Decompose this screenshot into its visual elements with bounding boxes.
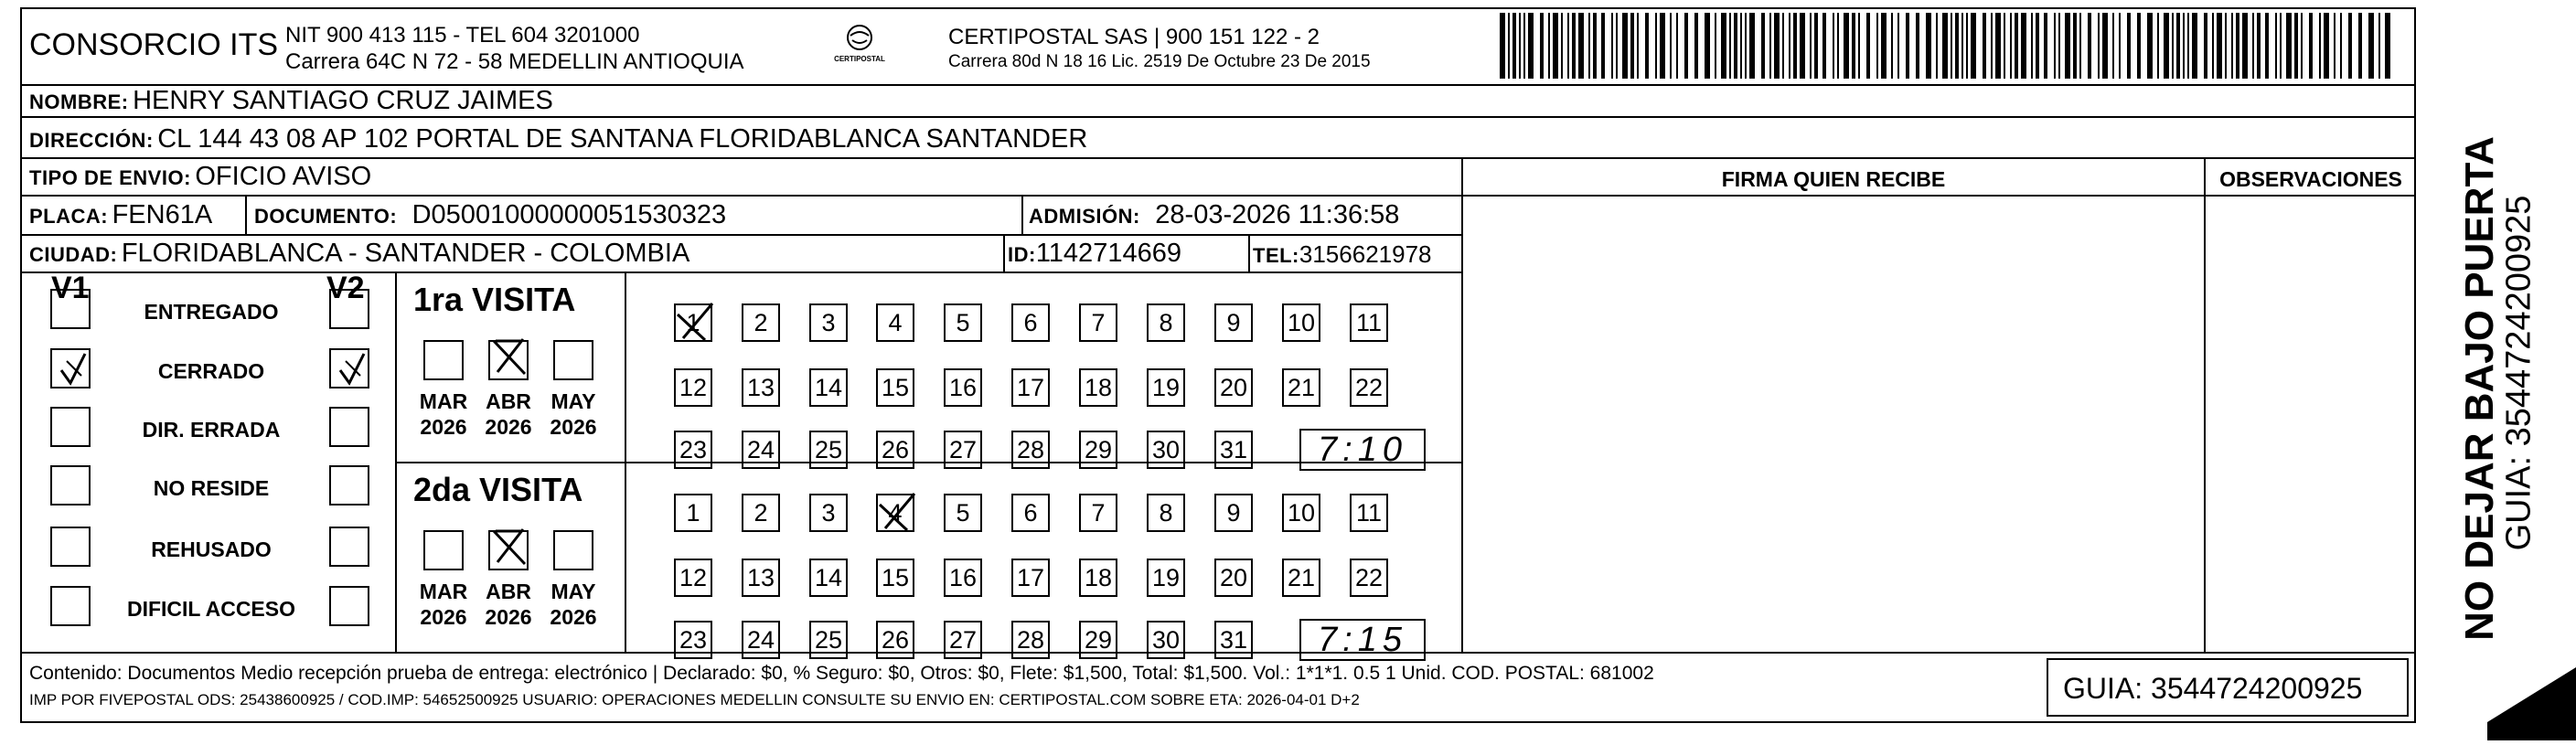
- barcode-bar: [2192, 13, 2197, 79]
- company-nit: NIT 900 413 115 - TEL 604 3201000: [285, 23, 640, 48]
- month-label: [541, 579, 605, 630]
- barcode-bar: [2385, 13, 2390, 79]
- v1-label: V1: [51, 271, 90, 305]
- carrier-address: Carrera 80d N 18 16 Lic. 2519 De Octubre 23 De 2015: [948, 52, 1371, 71]
- month-name: ABR: [486, 389, 531, 413]
- barcode-bar: [2225, 13, 2227, 79]
- day-box[interactable]: 3: [809, 494, 848, 532]
- v1-checkbox[interactable]: [50, 465, 91, 506]
- ciudad-value: FLORIDABLANCA - SANTANDER - COLOMBIA: [121, 239, 690, 268]
- handwritten-x-icon: [874, 490, 918, 536]
- status-label: ENTREGADO: [144, 300, 279, 324]
- v1-checkbox[interactable]: [50, 586, 91, 626]
- day-box[interactable]: 24: [742, 431, 780, 469]
- side-guia: GUIA: 3544724200925: [2499, 195, 2539, 551]
- id-label: ID:: [1008, 243, 1036, 266]
- status-label: DIFICIL ACCESO: [126, 597, 295, 621]
- barcode-bar: [1833, 13, 1834, 79]
- handwritten-check-icon: [333, 348, 373, 388]
- day-box[interactable]: 10: [1282, 303, 1320, 342]
- barcode-bar: [1500, 13, 1505, 79]
- barcode-bar: [1774, 13, 1780, 79]
- day-box[interactable]: 30: [1147, 431, 1185, 469]
- barcode-bar: [2217, 13, 2222, 79]
- month-name: MAY: [550, 580, 596, 603]
- observaciones-header: OBSERVACIONES: [2219, 167, 2402, 191]
- barcode-bar: [1578, 13, 1584, 79]
- admision-value: 28-03-2026 11:36:58: [1155, 200, 1400, 229]
- barcode-bar: [1866, 13, 1870, 79]
- footer-imp: IMP POR FIVEPOSTAL ODS: 25438600925 / COD.IMP: 54652500925 USUARIO: OPERACIONES MEDELLIN CONSULTE SU ENVIO EN: CERTIPOSTAL.COM SOBRE ETA: 2026-04-01 D+2: [29, 691, 1360, 708]
- v1-checkbox[interactable]: [50, 527, 91, 567]
- company-name: CONSORCIO ITS: [29, 27, 279, 62]
- company-address: Carrera 64C N 72 - 58 MEDELLIN ANTIOQUIA: [285, 49, 744, 74]
- day-box[interactable]: 9: [1214, 494, 1253, 532]
- barcode-bar: [1961, 13, 1963, 79]
- barcode-bar: [2119, 13, 2121, 79]
- barcode-bar: [1721, 13, 1726, 79]
- barcode-bar: [2252, 13, 2254, 79]
- visit-time[interactable]: 7:10: [1299, 429, 1426, 471]
- barcode-bar: [2348, 13, 2352, 79]
- barcode-bar: [1844, 13, 1849, 79]
- barcode-bar: [1729, 13, 1731, 79]
- month-year: 2026: [420, 415, 467, 439]
- id-value: 1142714669: [1035, 239, 1181, 268]
- barcode-bar: [2212, 13, 2214, 79]
- status-label: CERRADO: [157, 359, 265, 383]
- month-label: [412, 579, 476, 630]
- barcode-bar: [1572, 13, 1576, 79]
- day-box[interactable]: 24: [742, 621, 780, 659]
- barcode-bar: [2309, 13, 2313, 79]
- torn-corner: [2487, 658, 2576, 745]
- day-box[interactable]: 18: [1079, 368, 1117, 407]
- barcode-bar: [2031, 13, 2033, 79]
- tipo-value: OFICIO AVISO: [195, 162, 372, 191]
- status-label: NO RESIDE: [153, 476, 270, 500]
- barcode-bar: [1548, 13, 1550, 79]
- barcode-bar: [1622, 13, 1628, 79]
- day-box[interactable]: 4: [876, 494, 914, 532]
- day-box[interactable]: 26: [876, 621, 914, 659]
- v2-checkbox[interactable]: [329, 289, 369, 329]
- visit-title: 2da VISITA: [413, 471, 583, 508]
- barcode-bar: [1630, 13, 1634, 79]
- barcode-bar: [1705, 13, 1710, 79]
- barcode-bar: [1540, 13, 1544, 79]
- direccion-value: CL 144 43 08 AP 102 PORTAL DE SANTANA FLORIDABLANCA SANTANDER: [157, 124, 1088, 154]
- barcode-bar: [2204, 13, 2207, 79]
- day-box[interactable]: 20: [1214, 368, 1253, 407]
- barcode-bar: [1897, 13, 1899, 79]
- barcode-bar: [2164, 13, 2169, 79]
- barcode-bar: [1528, 13, 1534, 79]
- v2-label: V2: [326, 271, 365, 305]
- documento-label: DOCUMENTO:: [254, 205, 398, 228]
- v2-checkbox[interactable]: [329, 527, 369, 567]
- barcode-bar: [2058, 13, 2060, 79]
- barcode-bar: [1906, 13, 1909, 79]
- month-label: [476, 579, 540, 630]
- barcode-bar: [1637, 13, 1639, 79]
- v2-checkbox[interactable]: [329, 586, 369, 626]
- day-box[interactable]: 13: [742, 368, 780, 407]
- day-box[interactable]: 5: [944, 494, 982, 532]
- barcode-bar: [2231, 13, 2233, 79]
- barcode-bar: [2054, 13, 2056, 79]
- handwritten-check-icon: [54, 348, 94, 388]
- tipo-label: TIPO DE ENVIO:: [29, 166, 191, 189]
- barcode-bar: [2088, 13, 2091, 79]
- day-box[interactable]: 15: [876, 559, 914, 597]
- barcode-bar: [2036, 13, 2039, 79]
- admision-label: ADMISIÓN:: [1029, 205, 1140, 228]
- barcode-bar: [1761, 13, 1765, 79]
- day-box[interactable]: 8: [1147, 494, 1185, 532]
- barcode-bar: [1660, 13, 1665, 79]
- barcode-bar: [1971, 13, 1976, 79]
- barcode-bar: [2187, 13, 2189, 79]
- barcode-bar: [2257, 13, 2261, 79]
- direccion-label: DIRECCIÓN:: [29, 129, 154, 152]
- handwritten-x-icon: [488, 334, 530, 379]
- barcode-bar: [2334, 13, 2336, 79]
- barcode-bar: [1951, 13, 1952, 79]
- day-box[interactable]: 17: [1011, 559, 1050, 597]
- barcode-bar: [1837, 13, 1839, 79]
- barcode-bar: [2301, 13, 2303, 79]
- barcode-bar: [1523, 13, 1525, 79]
- barcode-bar: [1553, 13, 1558, 79]
- day-box[interactable]: 29: [1079, 621, 1117, 659]
- day-box[interactable]: 14: [809, 368, 848, 407]
- barcode-bar: [2265, 13, 2269, 79]
- month-label: [541, 388, 605, 440]
- day-box[interactable]: 19: [1147, 559, 1185, 597]
- barcode-bar: [2286, 13, 2292, 79]
- nombre-label: NOMBRE:: [29, 90, 129, 113]
- barcode-bar: [2065, 13, 2070, 79]
- day-box[interactable]: 31: [1214, 431, 1253, 469]
- barcode-bar: [2319, 13, 2321, 79]
- barcode-bar: [2079, 13, 2081, 79]
- barcode-bar: [2368, 13, 2374, 79]
- v1-checkbox[interactable]: [50, 289, 91, 329]
- barcode-bar: [1858, 13, 1860, 79]
- barcode-bar: [1782, 13, 1784, 79]
- day-box[interactable]: 21: [1282, 368, 1320, 407]
- barcode: [1500, 13, 2387, 79]
- month-checkbox[interactable]: [553, 530, 593, 570]
- day-box[interactable]: 22: [1350, 559, 1388, 597]
- barcode-bar: [2358, 13, 2362, 79]
- day-box[interactable]: 9: [1214, 303, 1253, 342]
- barcode-bar: [1793, 13, 1797, 79]
- barcode-bar: [1676, 13, 1678, 79]
- barcode-bar: [2004, 13, 2005, 79]
- barcode-bar: [1670, 13, 1672, 79]
- barcode-bar: [1852, 13, 1855, 79]
- placa-row: [29, 200, 212, 230]
- handwritten-x-icon: [488, 524, 530, 569]
- month-year: 2026: [485, 415, 532, 439]
- day-box[interactable]: 22: [1350, 368, 1388, 407]
- barcode-bar: [1991, 13, 1993, 79]
- day-box[interactable]: 3: [809, 303, 848, 342]
- barcode-bar: [2172, 13, 2174, 79]
- barcode-bar: [1512, 13, 1516, 79]
- day-box[interactable]: 18: [1079, 559, 1117, 597]
- barcode-bar: [2378, 13, 2380, 79]
- day-box[interactable]: 5: [944, 303, 982, 342]
- visit-time[interactable]: 7:15: [1299, 619, 1426, 661]
- barcode-bar: [2340, 13, 2342, 79]
- barcode-bar: [1800, 13, 1805, 79]
- month-name: ABR: [486, 580, 531, 603]
- barcode-bar: [2236, 13, 2239, 79]
- month-checkbox[interactable]: [423, 530, 464, 570]
- day-box[interactable]: 28: [1011, 621, 1050, 659]
- day-box[interactable]: 10: [1282, 494, 1320, 532]
- v1-checkbox[interactable]: [50, 407, 91, 447]
- month-name: MAY: [550, 389, 596, 413]
- barcode-bar: [1740, 13, 1742, 79]
- barcode-bar: [1588, 13, 1590, 79]
- barcode-bar: [1611, 13, 1613, 79]
- day-box[interactable]: 23: [674, 621, 712, 659]
- day-box[interactable]: 2: [742, 303, 780, 342]
- direccion-row: [29, 124, 1087, 154]
- day-box[interactable]: 23: [674, 431, 712, 469]
- barcode-bar: [1822, 13, 1826, 79]
- barcode-bar: [2015, 13, 2018, 79]
- month-year: 2026: [420, 605, 467, 629]
- tipo-row: [29, 162, 371, 192]
- barcode-bar: [2183, 13, 2185, 79]
- barcode-bar: [1593, 13, 1597, 79]
- barcode-bar: [2242, 13, 2248, 79]
- month-year: 2026: [550, 605, 597, 629]
- ciudad-row: [29, 239, 689, 269]
- day-box[interactable]: 17: [1011, 368, 1050, 407]
- barcode-bar: [1926, 13, 1931, 79]
- barcode-bar: [2021, 13, 2026, 79]
- barcode-bar: [1936, 13, 1938, 79]
- documento-row: [254, 200, 726, 230]
- status-label: DIR. ERRADA: [142, 418, 281, 442]
- barcode-bar: [2112, 13, 2114, 79]
- nombre-row: [29, 86, 553, 116]
- id-row: [1008, 239, 1181, 269]
- day-box[interactable]: 1: [674, 494, 712, 532]
- month-year: 2026: [485, 605, 532, 629]
- barcode-bar: [1814, 13, 1818, 79]
- visit-title: 1ra VISITA: [413, 281, 576, 318]
- barcode-bar: [1995, 13, 2001, 79]
- day-box[interactable]: 31: [1214, 621, 1253, 659]
- day-box[interactable]: 1: [674, 303, 712, 342]
- barcode-bar: [2176, 13, 2180, 79]
- day-box[interactable]: 25: [809, 621, 848, 659]
- day-box[interactable]: 16: [944, 368, 982, 407]
- nombre-value: HENRY SANTIAGO CRUZ JAIMES: [133, 86, 553, 115]
- barcode-bar: [1694, 13, 1698, 79]
- barcode-bar: [2073, 13, 2077, 79]
- footer-guia: GUIA: 3544724200925: [2063, 672, 2363, 705]
- barcode-bar: [1684, 13, 1688, 79]
- barcode-bar: [1891, 13, 1893, 79]
- month-name: MAR: [419, 580, 468, 603]
- v2-checkbox[interactable]: [329, 407, 369, 447]
- barcode-bar: [1508, 13, 1510, 79]
- logo-text: CERTIPOSTAL: [834, 55, 885, 63]
- side-warning: NO DEJAR BAJO PUERTA: [2457, 136, 2502, 641]
- admision-row: [1029, 200, 1399, 230]
- barcode-bar: [1983, 13, 1986, 79]
- placa-value: FEN61A: [112, 200, 213, 229]
- day-box[interactable]: 30: [1147, 621, 1185, 659]
- barcode-bar: [2044, 13, 2047, 79]
- barcode-bar: [1966, 13, 1968, 79]
- barcode-bar: [1769, 13, 1771, 79]
- day-box[interactable]: 12: [674, 559, 712, 597]
- barcode-bar: [1749, 13, 1755, 79]
- day-box[interactable]: 11: [1350, 303, 1388, 342]
- barcode-bar: [1916, 13, 1919, 79]
- barcode-bar: [2127, 13, 2131, 79]
- day-box[interactable]: 6: [1011, 494, 1050, 532]
- ciudad-label: CIUDAD:: [29, 243, 118, 266]
- barcode-bar: [1655, 13, 1657, 79]
- day-box[interactable]: 13: [742, 559, 780, 597]
- month-label: [476, 388, 540, 440]
- day-box[interactable]: 27: [944, 431, 982, 469]
- handwritten-x-icon: [672, 300, 716, 346]
- day-box[interactable]: 2: [742, 494, 780, 532]
- firma-header: FIRMA QUIEN RECIBE: [1721, 167, 1946, 191]
- barcode-bar: [2010, 13, 2012, 79]
- carrier-name: CERTIPOSTAL SAS | 900 151 122 - 2: [948, 25, 1320, 49]
- barcode-bar: [1955, 13, 1959, 79]
- month-checkbox[interactable]: [553, 340, 593, 380]
- barcode-bar: [2324, 13, 2329, 79]
- barcode-bar: [1734, 13, 1737, 79]
- day-box[interactable]: 21: [1282, 559, 1320, 597]
- barcode-bar: [1601, 13, 1605, 79]
- barcode-bar: [1715, 13, 1716, 79]
- day-box[interactable]: 11: [1350, 494, 1388, 532]
- day-box[interactable]: 6: [1011, 303, 1050, 342]
- placa-label: PLACA:: [29, 205, 109, 228]
- barcode-bar: [2275, 13, 2277, 79]
- v2-checkbox[interactable]: [329, 465, 369, 506]
- day-box[interactable]: 20: [1214, 559, 1253, 597]
- documento-value: D05001000000051530323: [412, 200, 727, 229]
- day-box[interactable]: 15: [876, 368, 914, 407]
- barcode-bar: [1561, 13, 1563, 79]
- day-box[interactable]: 7: [1079, 494, 1117, 532]
- status-label: REHUSADO: [151, 537, 272, 561]
- barcode-bar: [1876, 13, 1878, 79]
- barcode-bar: [2137, 13, 2141, 79]
- day-box[interactable]: 14: [809, 559, 848, 597]
- tel-label: TEL:: [1253, 244, 1299, 267]
- month-name: MAR: [419, 389, 468, 413]
- day-box[interactable]: 28: [1011, 431, 1050, 469]
- day-box[interactable]: 29: [1079, 431, 1117, 469]
- certipostal-logo-icon: [828, 24, 892, 68]
- month-year: 2026: [550, 415, 597, 439]
- barcode-bar: [2280, 13, 2282, 79]
- barcode-bar: [2294, 13, 2298, 79]
- day-box[interactable]: 19: [1147, 368, 1185, 407]
- day-box[interactable]: 16: [944, 559, 982, 597]
- month-checkbox[interactable]: [423, 340, 464, 380]
- tel-value: 3156621978: [1299, 240, 1432, 268]
- day-box[interactable]: 4: [876, 303, 914, 342]
- barcode-bar: [1519, 13, 1521, 79]
- barcode-bar: [1810, 13, 1812, 79]
- barcode-bar: [2157, 13, 2159, 79]
- day-box[interactable]: 8: [1147, 303, 1185, 342]
- barcode-bar: [1567, 13, 1569, 79]
- day-box[interactable]: 25: [809, 431, 848, 469]
- footer-contenido: Contenido: Documentos Medio recepción prueba de entrega: electrónico | Declarado: $0, % Seguro: $0, Otros: $0, Flete: $1,500, Total: $1,500. Vol.: 1*1*1. 0.5 1 Unid. COD. POSTAL: 681002: [29, 663, 1654, 684]
- day-box[interactable]: 7: [1079, 303, 1117, 342]
- tel-row: [1253, 240, 1432, 269]
- month-label: [412, 388, 476, 440]
- day-box[interactable]: 12: [674, 368, 712, 407]
- day-box[interactable]: 27: [944, 621, 982, 659]
- barcode-bar: [2102, 13, 2108, 79]
- barcode-bar: [1616, 13, 1618, 79]
- barcode-bar: [1881, 13, 1887, 79]
- barcode-bar: [1745, 13, 1747, 79]
- day-box[interactable]: 26: [876, 431, 914, 469]
- barcode-bar: [2098, 13, 2100, 79]
- barcode-bar: [1789, 13, 1790, 79]
- barcode-bar: [2147, 13, 2153, 79]
- barcode-bar: [1942, 13, 1948, 79]
- barcode-bar: [1645, 13, 1649, 79]
